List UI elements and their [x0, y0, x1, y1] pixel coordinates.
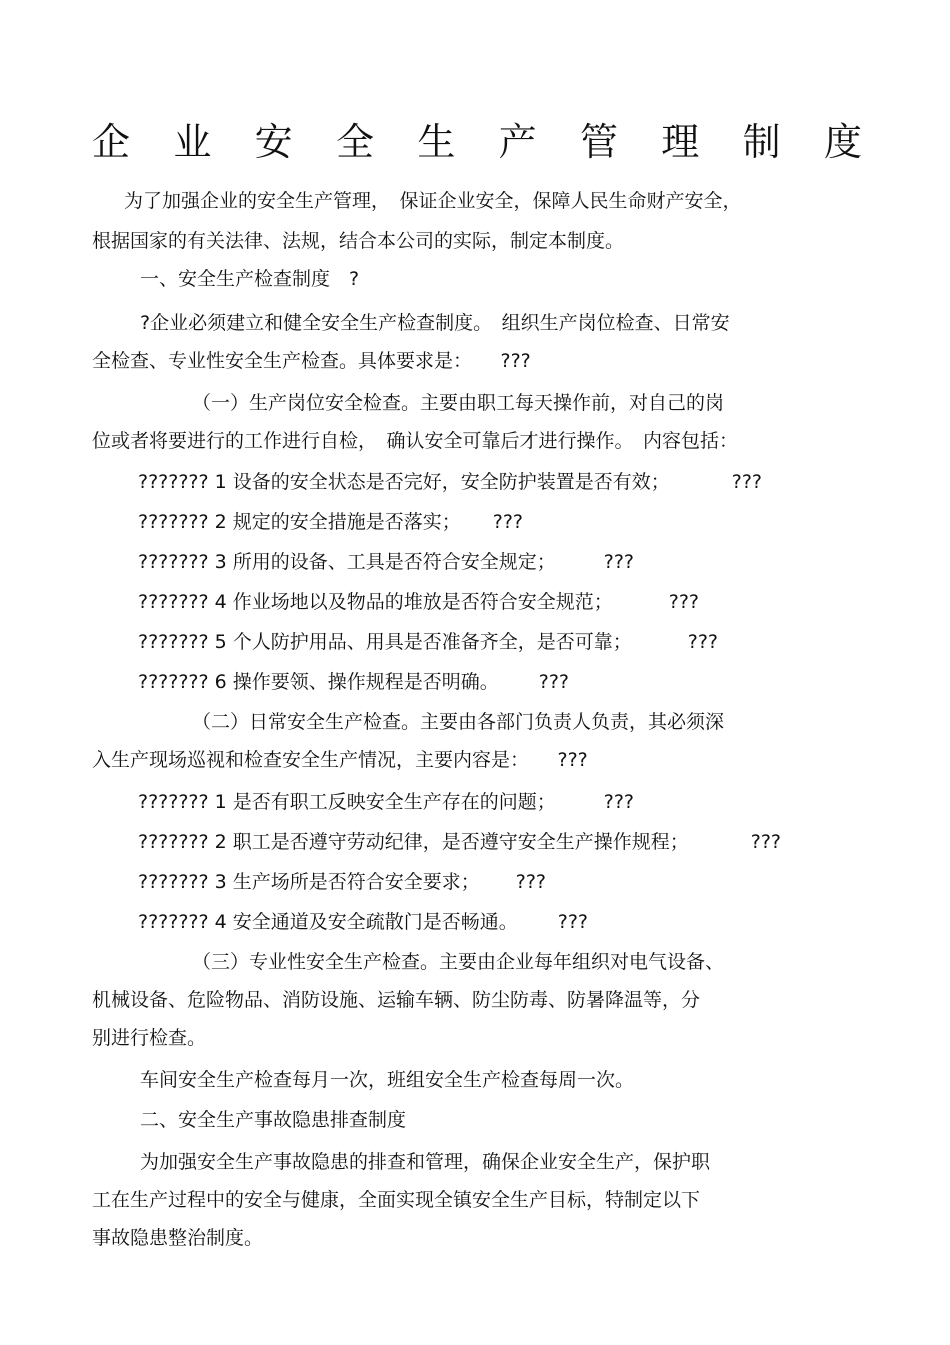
list-item-text: ??????? 1 设备的安全状态是否完好，安全防护装置是否有效；	[138, 471, 670, 493]
subsection-line: 入生产现场巡视和检查安全生产情况，主要内容是： ???	[92, 749, 588, 771]
list-item	[138, 829, 781, 855]
list-item-tail: ???	[603, 551, 635, 573]
subsection-line: （三）专业性安全生产检查。主要由企业每年组织对电气设备、	[192, 951, 725, 973]
subsection-line: 别进行检查。	[92, 1027, 207, 1049]
title-char: 产	[498, 119, 537, 164]
title-char: 安	[254, 119, 293, 164]
document-title	[92, 110, 862, 166]
paragraph-line: 事故隐患整治制度。	[92, 1227, 264, 1249]
list-item	[138, 629, 718, 655]
title-char: 管	[579, 119, 618, 164]
list-item	[138, 469, 762, 495]
list-item-text: ??????? 2 规定的安全措施是否落实；	[138, 511, 461, 533]
title-char: 全	[335, 119, 374, 164]
list-item	[138, 509, 523, 535]
list-item	[138, 789, 634, 815]
list-item-tail: ???	[557, 911, 589, 933]
list-item-tail: ???	[492, 511, 524, 533]
list-item-tail: ???	[538, 671, 570, 693]
list-item-tail: ???	[750, 831, 782, 853]
title-char: 度	[823, 119, 862, 164]
title-char: 企	[92, 119, 131, 164]
frequency-note: 车间安全生产检查每月一次，班组安全生产检查每周一次。	[140, 1069, 635, 1091]
list-item-text: ??????? 4 安全通道及安全疏散门是否畅通。	[138, 911, 518, 933]
list-item-tail: ???	[731, 471, 763, 493]
list-item-text: ??????? 5 个人防护用品、用具是否准备齐全，是否可靠；	[138, 631, 632, 653]
title-char: 理	[661, 119, 700, 164]
list-item-text: ??????? 1 是否有职工反映安全生产存在的问题；	[138, 791, 556, 813]
title-char: 业	[173, 119, 212, 164]
subsection-line: （二）日常安全生产检查。主要由各部门负责人负责，其必须深	[192, 711, 725, 733]
list-item-text: ??????? 6 操作要领、操作规程是否明确。	[138, 671, 499, 693]
list-item-tail: ???	[687, 631, 719, 653]
list-item-tail: ???	[668, 591, 700, 613]
list-item	[138, 589, 699, 615]
list-item	[138, 549, 634, 575]
list-item-tail: ???	[515, 871, 547, 893]
paragraph-line: 工在生产过程中的安全与健康，全面实现全镇安全生产目标，特制定以下	[92, 1189, 701, 1211]
section-heading: 二、安全生产事故隐患排查制度	[140, 1109, 407, 1131]
list-item	[138, 909, 588, 935]
list-item	[138, 669, 569, 695]
title-char: 制	[742, 119, 781, 164]
title-char: 生	[417, 119, 456, 164]
intro-line: 为了加强企业的安全生产管理， 保证企业安全，保障人民生命财产安全，	[124, 190, 742, 212]
list-item-tail: ???	[603, 791, 635, 813]
paragraph-line: 全检查、专业性安全生产检查。具体要求是： ???	[92, 350, 531, 372]
list-item-text: ??????? 2 职工是否遵守劳动纪律，是否遵守安全生产操作规程；	[138, 831, 689, 853]
subsection-line: 机械设备、危险物品、消防设施、运输车辆、防尘防毒、防暑降温等，分	[92, 989, 701, 1011]
list-item-text: ??????? 4 作业场地以及物品的堆放是否符合安全规范；	[138, 591, 613, 613]
list-item-text: ??????? 3 生产场所是否符合安全要求；	[138, 871, 480, 893]
subsection-line: 位或者将要进行的工作进行自检， 确认安全可靠后才进行操作。 内容包括：	[92, 430, 739, 452]
section-heading: 一、安全生产检查制度 ?	[140, 268, 360, 290]
paragraph-line: ?企业必须建立和健全安全生产检查制度。 组织生产岗位检查、日常安	[140, 312, 730, 334]
paragraph-line: 为加强安全生产事故隐患的排查和管理，确保企业安全生产，保护职	[140, 1151, 711, 1173]
list-item-text: ??????? 3 所用的设备、工具是否符合安全规定；	[138, 551, 556, 573]
subsection-line: （一）生产岗位安全检查。主要由职工每天操作前，对自己的岗	[192, 392, 725, 414]
list-item	[138, 869, 546, 895]
intro-line: 根据国家的有关法律、法规，结合本公司的实际，制定本制度。	[92, 230, 625, 252]
